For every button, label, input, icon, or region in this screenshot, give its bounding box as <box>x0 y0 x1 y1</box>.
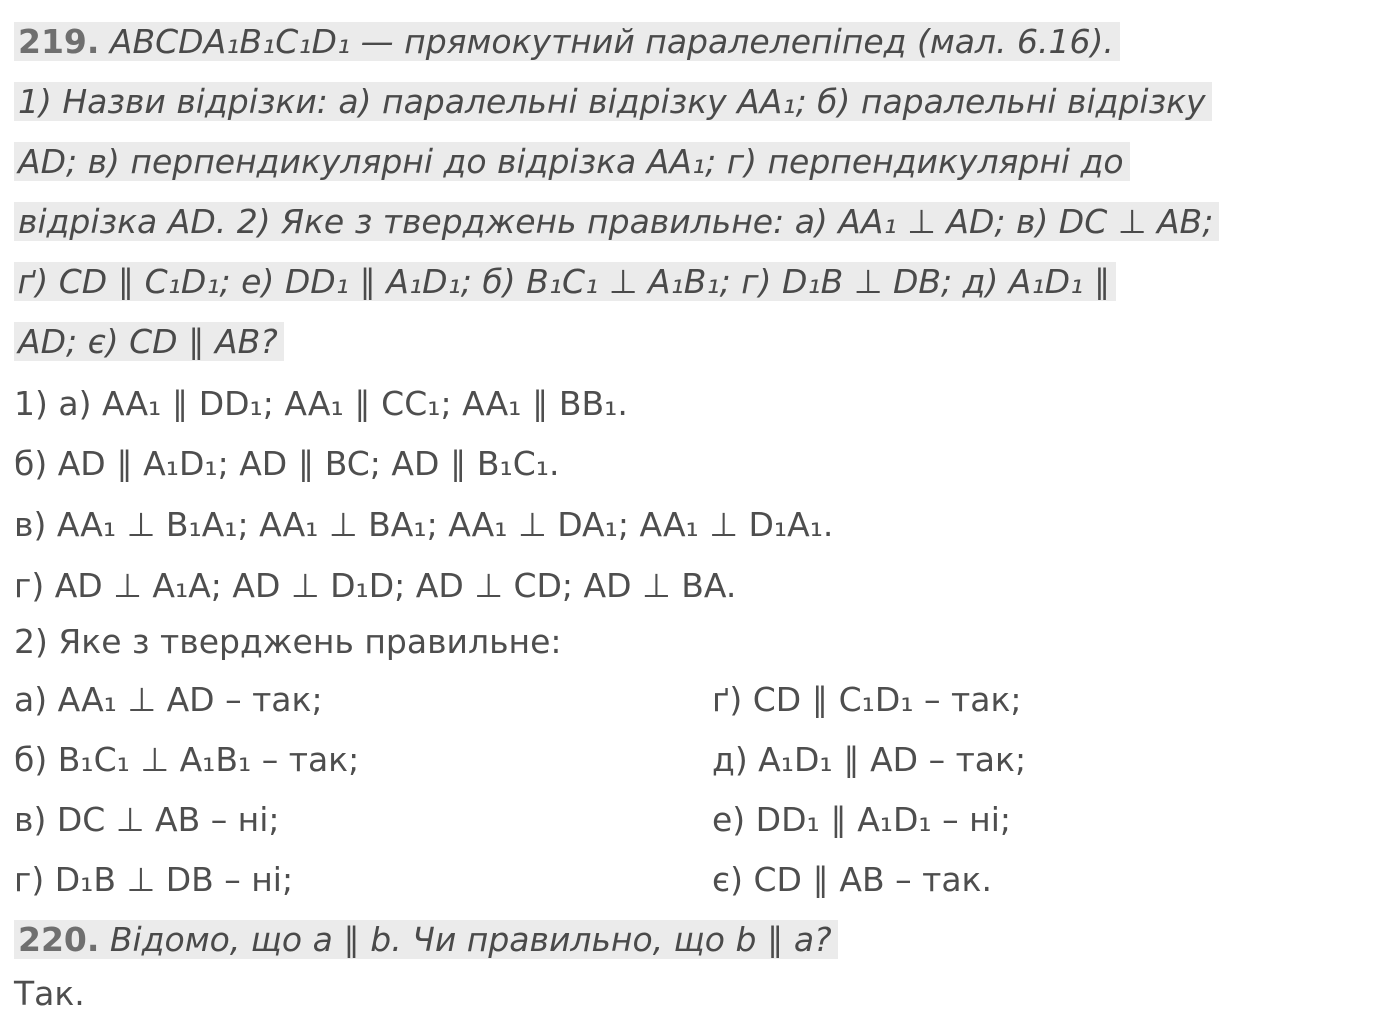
task-220-number: 220. <box>18 920 100 959</box>
answer-219-2c: в) DC ⊥ AB – ні; <box>14 800 280 839</box>
task-219-number: 219. <box>18 22 100 61</box>
task-219-text-5: ґ) CD ∥ C₁D₁; е) DD₁ ∥ A₁D₁; б) B₁C₁ ⊥ A₁B₁; г) D₁B ⊥ DB; д) A₁D₁ ∥ <box>14 262 1116 301</box>
task-219-line-5 <box>14 258 1116 306</box>
answer-219-2a: а) AA₁ ⊥ AD – так; <box>14 680 323 719</box>
answer-219-2-heading: 2) Яке з тверджень правильне: <box>14 622 562 661</box>
task-219-text-2: 1) Назви відрізки: а) паралельні відрізку AA₁; б) паралельні відрізку <box>14 82 1212 121</box>
task-219-text-6: AD; є) CD ∥ AB? <box>14 322 284 361</box>
answer-219-2h: є) CD ∥ AB – так. <box>712 860 992 899</box>
task-219-line-2 <box>14 78 1212 126</box>
task-219-text-4: відрізка AD. 2) Яке з тверджень правильне: а) AA₁ ⊥ AD; в) DC ⊥ AB; <box>14 202 1219 241</box>
answer-219-1c: в) AA₁ ⊥ B₁A₁; AA₁ ⊥ BA₁; AA₁ ⊥ DA₁; AA₁ ⊥ D₁A₁. <box>14 505 834 544</box>
answer-219-1b: б) AD ∥ A₁D₁; AD ∥ BC; AD ∥ B₁C₁. <box>14 444 560 483</box>
answer-220: Так. <box>14 974 85 1013</box>
answer-219-1a: 1) а) AA₁ ∥ DD₁; AA₁ ∥ CC₁; AA₁ ∥ BB₁. <box>14 384 628 423</box>
answer-219-2b: б) B₁C₁ ⊥ A₁B₁ – так; <box>14 740 360 779</box>
answer-219-2g: ґ) CD ∥ C₁D₁ – так; <box>712 680 1022 719</box>
task-219-line-3 <box>14 138 1130 186</box>
task-219-line-6 <box>14 318 284 366</box>
task-220-text: Відомо, що a ∥ b. Чи правильно, що b ∥ a? <box>109 920 832 959</box>
answer-219-2e: д) A₁D₁ ∥ AD – так; <box>712 740 1027 779</box>
answer-219-2d: г) D₁B ⊥ DB – ні; <box>14 860 294 899</box>
task-219-text-3: AD; в) перпендикулярні до відрізка AA₁; г) перпендикулярні до <box>14 142 1130 181</box>
task-219-text-1: ABCDA₁B₁C₁D₁ — прямокутний паралелепіпед (мал. 6.16). <box>109 22 1114 61</box>
task-220-line <box>14 916 838 964</box>
task-219-line-1 <box>14 18 1120 66</box>
answer-219-1d: г) AD ⊥ A₁A; AD ⊥ D₁D; AD ⊥ CD; AD ⊥ BA. <box>14 566 737 605</box>
task-219-line-4 <box>14 198 1219 246</box>
answer-219-2f: е) DD₁ ∥ A₁D₁ – ні; <box>712 800 1011 839</box>
